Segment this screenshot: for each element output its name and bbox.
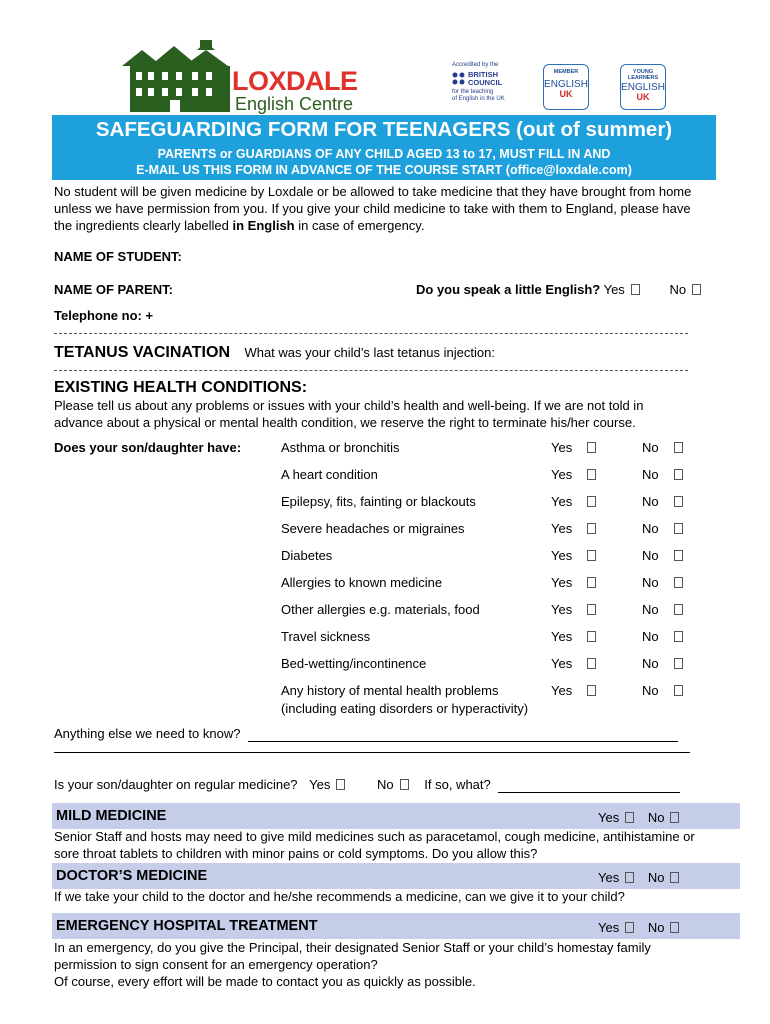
health-paragraph xyxy=(54,398,744,432)
condition-yes-label: Yes xyxy=(551,467,573,482)
condition-no-label: No xyxy=(642,602,659,617)
mild-yes-label: Yes xyxy=(598,810,620,825)
health-line-2: advance about a physical or mental health condition, we reserve the right to terminate his/her course. xyxy=(54,414,636,430)
subtitle-line-1: PARENTS or GUARDIANS OF ANY CHILD AGED 13 to 17, MUST FILL IN AND xyxy=(157,147,611,161)
emergency-heading: EMERGENCY HOSPITAL TREATMENT xyxy=(56,918,318,934)
condition-no xyxy=(642,602,683,617)
intro-line-1: No student will be given medicine by Loxdale or be allowed to take medicine that they have brought from home xyxy=(54,184,692,199)
condition-yes-label: Yes xyxy=(551,494,573,509)
badge2-uk: UK xyxy=(636,92,650,102)
if-so-field[interactable] xyxy=(498,777,680,793)
anything-else-field-line-2[interactable] xyxy=(54,752,690,753)
condition-no-checkbox[interactable] xyxy=(674,442,683,453)
if-so-label: If so, what? xyxy=(424,777,491,792)
condition-yes xyxy=(551,440,596,455)
form-subtitle xyxy=(52,145,716,180)
mild-medicine-text xyxy=(54,829,744,863)
condition-yes-label: Yes xyxy=(551,683,573,698)
condition-label: Any history of mental health problems xyxy=(281,683,499,698)
emergency-no-checkbox[interactable] xyxy=(670,922,679,933)
condition-yes xyxy=(551,467,596,482)
regular-medicine-yes-label: Yes xyxy=(309,777,331,792)
logo-name: LOXDALE xyxy=(232,66,358,96)
condition-label: Bed-wetting/incontinence xyxy=(281,656,427,671)
condition-yes-checkbox[interactable] xyxy=(587,496,596,507)
doctor-no-label: No xyxy=(647,870,665,885)
condition-no-checkbox[interactable] xyxy=(674,469,683,480)
mental-health-note: (including eating disorders or hyperactivity) xyxy=(281,701,529,716)
condition-no-label: No xyxy=(642,629,659,644)
condition-yes-label: Yes xyxy=(551,521,573,536)
regular-medicine-no-checkbox[interactable] xyxy=(400,779,409,790)
emergency-line-1: In an emergency, do you give the Principal, their designated Senior Staff or your child’s homestay family xyxy=(54,940,651,955)
telephone-label: Telephone no: + xyxy=(54,308,154,323)
condition-yes xyxy=(551,656,596,671)
condition-yes-checkbox[interactable] xyxy=(587,685,596,696)
condition-yes-checkbox[interactable] xyxy=(587,604,596,615)
badge1-uk: UK xyxy=(559,89,573,99)
condition-no-label: No xyxy=(642,521,659,536)
divider-2 xyxy=(54,370,688,371)
intro-line-3c: in case of emergency. xyxy=(294,217,425,233)
condition-no-label: No xyxy=(642,440,659,455)
emergency-yn xyxy=(598,920,679,935)
condition-label: A heart condition xyxy=(281,467,378,482)
condition-yes-label: Yes xyxy=(551,629,573,644)
condition-no xyxy=(642,683,683,698)
doctor-yes-label: Yes xyxy=(598,870,620,885)
speak-english-no-checkbox[interactable] xyxy=(692,284,701,295)
condition-yes xyxy=(551,548,596,563)
tetanus-heading: TETANUS VACINATION xyxy=(54,344,230,361)
subtitle-line-2: E-MAIL US THIS FORM IN ADVANCE OF THE COURSE START (office@loxdale.com) xyxy=(136,163,632,177)
condition-label: Epilepsy, fits, fainting or blackouts xyxy=(281,494,476,509)
mild-line-1: Senior Staff and hosts may need to give mild medicines such as paracetamol, cough medicine, antihistamine or xyxy=(54,829,695,844)
bc-name-1: BRITISH xyxy=(468,70,498,79)
condition-yes-label: Yes xyxy=(551,440,573,455)
emergency-line-2: permission to sign consent for an emergency operation? xyxy=(54,956,378,972)
condition-no-checkbox[interactable] xyxy=(674,685,683,696)
condition-no xyxy=(642,629,683,644)
regular-medicine-no-label: No xyxy=(377,777,394,792)
condition-no xyxy=(642,548,683,563)
regular-medicine-question: Is your son/daughter on regular medicine? xyxy=(54,777,298,792)
condition-no xyxy=(642,521,683,536)
condition-no xyxy=(642,440,683,455)
bc-name-2: COUNCIL xyxy=(468,78,503,87)
condition-yes xyxy=(551,602,596,617)
condition-no-label: No xyxy=(642,548,659,563)
health-heading: EXISTING HEALTH CONDITIONS: xyxy=(54,379,308,396)
anything-else-field[interactable] xyxy=(248,726,678,742)
intro-in-english: in English xyxy=(232,217,295,233)
tetanus-row xyxy=(54,344,495,362)
condition-yes xyxy=(551,575,596,590)
bc-for-1: for the teaching xyxy=(452,89,494,95)
emergency-line-3: Of course, every effort will be made to contact you as quickly as possible. xyxy=(54,973,476,989)
mild-no-label: No xyxy=(647,810,665,825)
form-title: SAFEGUARDING FORM FOR TEENAGERS (out of summer) xyxy=(52,115,716,145)
condition-no-checkbox[interactable] xyxy=(674,550,683,561)
condition-no-label: No xyxy=(642,683,659,698)
badge1-eng: ENGLISH xyxy=(544,79,588,90)
doctor-medicine-heading: DOCTOR’S MEDICINE xyxy=(56,868,208,884)
condition-yes-checkbox[interactable] xyxy=(587,577,596,588)
condition-yes-checkbox[interactable] xyxy=(587,631,596,642)
health-question: Does your son/daughter have: xyxy=(54,440,242,455)
intro-line-2: unless we have permission from you. If you give your child medicine to take with them to England, please have xyxy=(54,200,691,216)
condition-label: Other allergies e.g. materials, food xyxy=(281,602,480,617)
condition-yes xyxy=(551,629,596,644)
speak-english-yes-label: Yes xyxy=(603,282,625,297)
badge1-top: MEMBER xyxy=(553,69,579,75)
mild-yes-checkbox[interactable] xyxy=(625,812,634,823)
condition-yes xyxy=(551,521,596,536)
emergency-yes-label: Yes xyxy=(598,920,620,935)
mild-no-checkbox[interactable] xyxy=(670,812,679,823)
mild-line-2: sore throat tablets to children with minor pains or cold symptoms. Do you allow this? xyxy=(54,845,538,861)
speak-english-row xyxy=(416,282,701,297)
intro-line-3 xyxy=(54,218,744,235)
condition-label: Diabetes xyxy=(281,548,333,563)
condition-label: Severe headaches or migraines xyxy=(281,521,465,536)
emergency-no-label: No xyxy=(647,920,665,935)
doctor-no-checkbox[interactable] xyxy=(670,872,679,883)
condition-no xyxy=(642,494,683,509)
bc-for-2: of English in the UK xyxy=(452,96,505,102)
logo-subtitle: English Centre xyxy=(235,94,354,114)
intro-paragraph xyxy=(54,184,744,234)
speak-english-question: Do you speak a little English? xyxy=(416,282,601,297)
condition-yes-checkbox[interactable] xyxy=(587,469,596,480)
doctor-medicine-text: If we take your child to the doctor and he/she recommends a medicine, can we give it to your child? xyxy=(54,889,625,904)
condition-yes-label: Yes xyxy=(551,548,573,563)
condition-yes-label: Yes xyxy=(551,575,573,590)
british-council-badge xyxy=(452,62,538,108)
condition-yes-checkbox[interactable] xyxy=(587,550,596,561)
condition-yes-label: Yes xyxy=(551,656,573,671)
divider-1 xyxy=(54,333,688,334)
bc-accredited-text: Accredited by the xyxy=(452,62,499,68)
condition-no xyxy=(642,467,683,482)
condition-yes-checkbox[interactable] xyxy=(587,442,596,453)
condition-no-label: No xyxy=(642,494,659,509)
anything-else-row xyxy=(54,726,678,742)
condition-yes xyxy=(551,683,596,698)
condition-no-checkbox[interactable] xyxy=(674,631,683,642)
condition-label: Travel sickness xyxy=(281,629,371,644)
speak-english-no-label: No xyxy=(669,282,687,297)
condition-no-label: No xyxy=(642,575,659,590)
condition-yes-checkbox[interactable] xyxy=(587,523,596,534)
speak-english-yes-checkbox[interactable] xyxy=(631,284,640,295)
condition-yes-label: Yes xyxy=(551,602,573,617)
tetanus-question: What was your child’s last tetanus injection: xyxy=(244,345,495,360)
health-line-1: Please tell us about any problems or issues with your child’s health and well-being. If we are not told in xyxy=(54,398,644,413)
badge2-top2: LEARNERS xyxy=(627,75,659,81)
emergency-yes-checkbox[interactable] xyxy=(625,922,634,933)
regular-medicine-row xyxy=(54,777,680,793)
english-uk-young-learners-badge xyxy=(620,64,666,110)
doctor-yes-checkbox[interactable] xyxy=(625,872,634,883)
british-council-dots-icon xyxy=(452,72,466,86)
condition-label: Allergies to known medicine xyxy=(281,575,443,590)
mild-medicine-heading: MILD MEDICINE xyxy=(56,808,167,824)
condition-no-checkbox[interactable] xyxy=(674,577,683,588)
anything-else-label: Anything else we need to know? xyxy=(54,726,241,741)
condition-no-label: No xyxy=(642,656,659,671)
parent-name-label: NAME OF PARENT: xyxy=(54,282,173,297)
english-uk-member-badge xyxy=(543,64,589,110)
badge2-top1: YOUNG xyxy=(632,69,654,75)
condition-no-checkbox[interactable] xyxy=(674,604,683,615)
condition-label: Asthma or bronchitis xyxy=(281,440,400,455)
condition-no-checkbox[interactable] xyxy=(674,523,683,534)
condition-yes xyxy=(551,494,596,509)
badge2-eng: ENGLISH xyxy=(621,82,665,93)
doctor-medicine-yn xyxy=(598,870,679,885)
condition-no-label: No xyxy=(642,467,659,482)
condition-no xyxy=(642,656,683,671)
mild-medicine-yn xyxy=(598,810,679,825)
loxdale-logo-icon xyxy=(122,36,237,116)
condition-yes-checkbox[interactable] xyxy=(587,658,596,669)
condition-no-checkbox[interactable] xyxy=(674,658,683,669)
regular-medicine-yes-checkbox[interactable] xyxy=(336,779,345,790)
emergency-text xyxy=(54,940,744,990)
student-name-label: NAME OF STUDENT: xyxy=(54,249,182,264)
condition-no xyxy=(642,575,683,590)
condition-no-checkbox[interactable] xyxy=(674,496,683,507)
intro-line-3a: the ingredients clearly labelled xyxy=(54,217,233,233)
